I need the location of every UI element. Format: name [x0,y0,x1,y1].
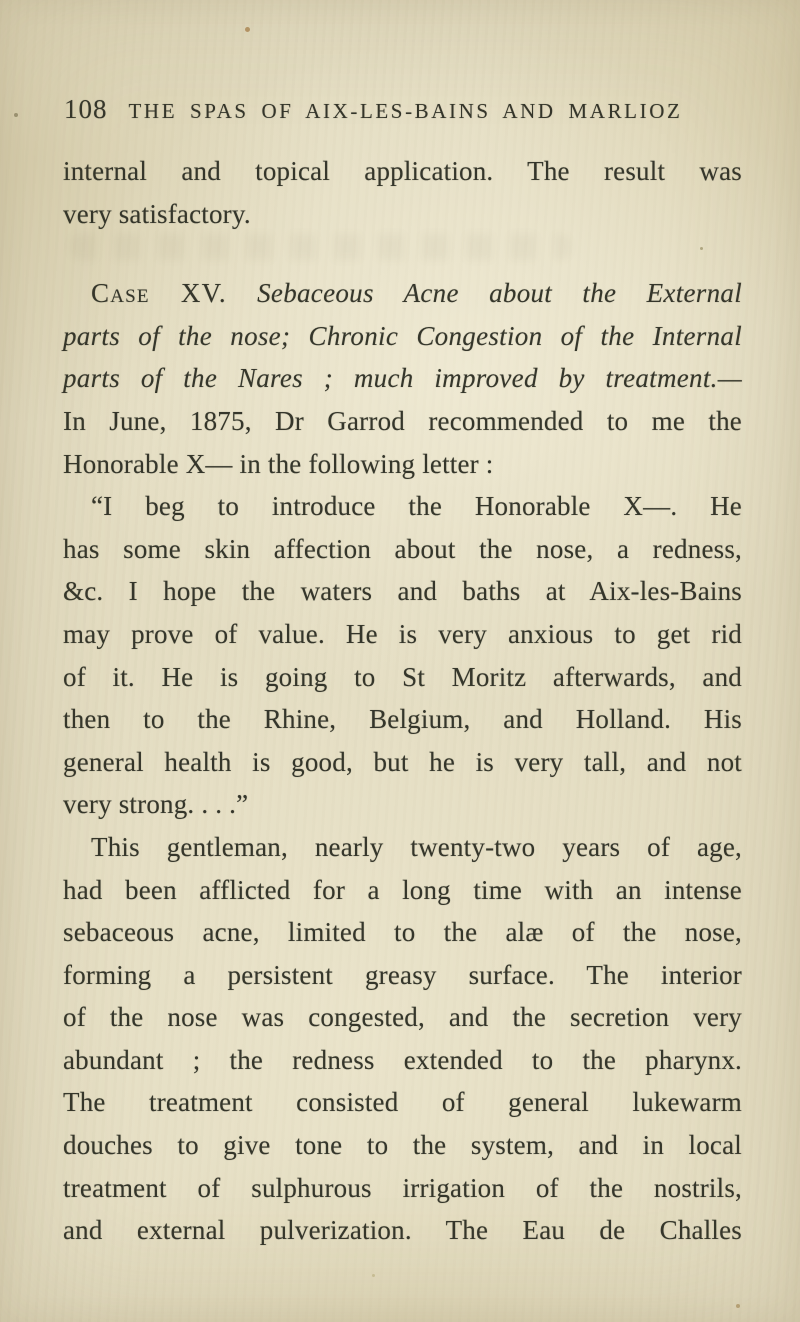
text-segment-roman: &c. I hope the waters and baths at Aix-les-Bains [63,576,742,607]
paper-speck [245,27,250,32]
text-line [63,698,742,741]
text-segment-roman: In June, 1875, Dr Garrod recommended to me the [63,405,742,436]
text-line [63,613,742,656]
text-line [63,150,742,193]
text-line [63,911,742,954]
text-line [63,528,742,571]
text-segment-roman: and external pulverization. The Eau de Challes [63,1215,742,1246]
text-line [63,826,742,869]
text-segment-roman: This gentleman, nearly twenty-two years of age, [91,831,742,862]
text-segment-roman: “I beg to introduce the Honorable X—. He [91,491,742,522]
continuation-paragraph [63,150,742,235]
text-segment-roman: sebaceous acne, limited to the alæ of the nose, [63,917,742,948]
case-description-paragraph [63,826,742,1252]
text-line [63,357,742,400]
letter-quote-paragraph [63,485,742,826]
text-segment-italic: Sebaceous Acne about the External [226,278,742,309]
text-segment-roman: very strong. . . .” [63,789,249,820]
text-segment-roman: of the nose was congested, and the secretion very [63,1002,742,1033]
text-line [63,1209,742,1252]
text-segment-roman: forming a persistent greasy surface. The interior [63,959,742,990]
paper-speck [736,1304,740,1308]
text-line [63,954,742,997]
text-segment-roman: treatment of sulphurous irrigation of the nostrils, [63,1172,742,1203]
text-segment-roman: abundant ; the redness extended to the pharynx. [63,1044,742,1075]
text-line [63,193,742,236]
text-line [63,996,742,1039]
text-segment-roman: internal and topical application. The result was [63,156,742,186]
text-segment-roman: very satisfactory. [63,198,251,229]
text-segment-roman: had been afflicted for a long time with an intense [63,874,742,905]
text-segment-smallcaps: Case XV. [91,278,227,309]
text-line [63,1039,742,1082]
text-segment-italic: parts of the Nares ; much improved by treatment.— [63,363,742,394]
page-number: 108 [64,94,108,124]
text-segment-roman: douches to give tone to the system, and in local [63,1130,742,1161]
text-line [63,1081,742,1124]
text-segment-roman: Honorable X— in the following letter : [63,448,494,479]
running-head [64,94,744,125]
text-column [63,150,742,1252]
text-line [63,485,742,528]
text-segment-roman: The treatment consisted of general lukewarm [63,1087,742,1118]
text-line [63,400,742,443]
running-title: THE SPAS OF AIX-LES-BAINS AND MARLIOZ [128,99,683,123]
text-line [63,1124,742,1167]
text-line [63,783,742,826]
text-segment-roman: of it. He is going to St Moritz afterwards, and [63,661,742,692]
text-line [63,1167,742,1210]
text-line [63,570,742,613]
case-heading-paragraph [63,272,742,485]
text-segment-roman: has some skin affection about the nose, a redness, [63,533,742,564]
paper-speck [372,1274,375,1277]
text-line [63,869,742,912]
text-segment-italic: parts of the nose; Chronic Congestion of the Internal [63,320,742,351]
text-segment-roman: general health is good, but he is very tall, and not [63,746,742,777]
text-line [63,443,742,486]
text-line [63,272,742,315]
text-segment-roman: then to the Rhine, Belgium, and Holland. His [63,704,742,735]
text-line [63,656,742,699]
text-line [63,741,742,784]
paper-speck [14,113,18,117]
text-segment-roman: may prove of value. He is very anxious to get rid [63,618,742,649]
text-line [63,315,742,358]
